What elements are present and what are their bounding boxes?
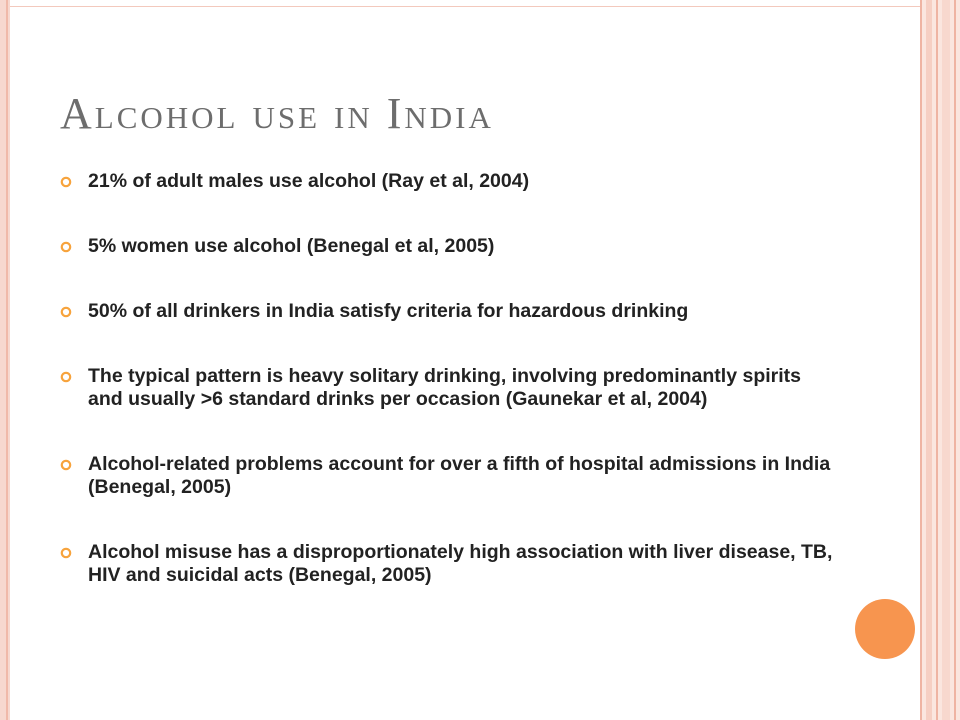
bullet-text: Alcohol misuse has a disproportionately high association with liver disease, TB, HIV and suicidal acts (Benegal, 2005) (88, 541, 833, 586)
right-frame-stripe (920, 0, 922, 720)
open-circle-bullet-icon (60, 306, 72, 318)
bullet-item (60, 365, 840, 411)
open-circle-bullet-icon (60, 547, 72, 559)
open-circle-bullet-icon (60, 241, 72, 253)
slide-title: Alcohol use in India (60, 89, 494, 138)
bullet-text: The typical pattern is heavy solitary drinking, involving predominantly spirits and usually >6 standard drinks per occasion (Gaunekar et al, 2004) (88, 365, 801, 410)
decorative-orange-circle (855, 599, 915, 659)
right-frame-stripe (926, 0, 932, 720)
bullet-item (60, 541, 840, 587)
open-circle-bullet-icon (60, 459, 72, 471)
open-circle-bullet-icon (60, 371, 72, 383)
bullet-item (60, 170, 840, 193)
top-frame-line (10, 6, 920, 7)
right-frame-stripe (954, 0, 956, 720)
bullet-item (60, 235, 840, 258)
bullet-text: 50% of all drinkers in India satisfy criteria for hazardous drinking (88, 300, 689, 322)
open-circle-bullet-icon (60, 176, 72, 188)
left-frame-line (6, 0, 8, 720)
bullet-text: 21% of adult males use alcohol (Ray et al, 2004) (88, 170, 530, 192)
bullet-text: 5% women use alcohol (Benegal et al, 2005) (88, 235, 495, 257)
right-frame-stripe (942, 0, 950, 720)
right-frame-stripe (936, 0, 938, 720)
bullet-item (60, 453, 840, 499)
bullet-item (60, 300, 840, 323)
bullet-text: Alcohol-related problems account for over a fifth of hospital admissions in India (Benegal, 2005) (88, 453, 831, 498)
left-frame-border (0, 0, 10, 720)
bullet-list (60, 170, 840, 629)
